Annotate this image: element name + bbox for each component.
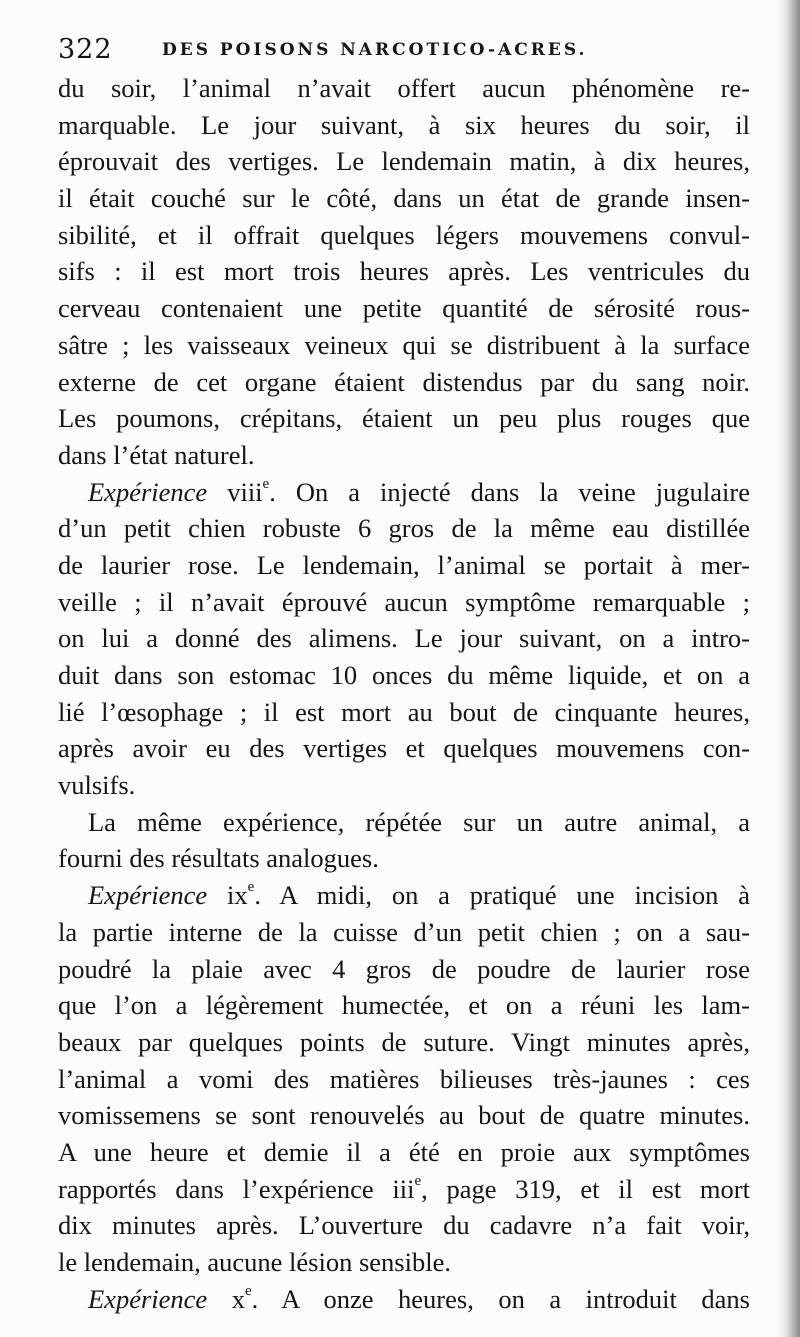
text-line: [58, 1134, 750, 1171]
text-line: [58, 951, 750, 988]
text-line: [58, 474, 750, 511]
text-segment: poudré la plaie avec 4 gros de poudre de laurier rose: [58, 953, 750, 984]
text-line: [58, 327, 750, 364]
text-segment: . A onze heures, on a introduit dans: [251, 1283, 750, 1314]
body-text: [58, 70, 750, 1317]
text-line: [58, 987, 750, 1024]
text-line: [58, 400, 750, 437]
text-line: [58, 364, 750, 401]
page-number: 322: [58, 34, 113, 65]
text-line: [58, 290, 750, 327]
text-segment: x: [207, 1283, 245, 1314]
text-line: [58, 657, 750, 694]
text-segment: . On a injecté dans la veine jugulaire: [269, 476, 750, 507]
text-segment: après avoir eu des vertiges et quelques mouvemens con-: [58, 733, 750, 764]
text-segment: externe de cet organe étaient distendus par du sang noir.: [58, 366, 750, 397]
text-segment: duit dans son estomac 10 onces du même liquide, et on a: [58, 660, 750, 690]
text-line: [58, 70, 750, 107]
text-segment: . A midi, on a pratiqué une incision à: [254, 880, 750, 911]
text-segment: La même expérience, répétée sur un autre animal, a: [88, 806, 750, 837]
text-line: [58, 1024, 750, 1061]
text-line: [58, 1244, 750, 1281]
text-line: [58, 877, 750, 914]
text-segment: A une heure et demie il a été en proie aux symptômes: [58, 1136, 750, 1167]
text-line: [58, 1061, 750, 1098]
ordinal-superscript: e: [414, 1172, 422, 1189]
text-segment: beaux par quelques points de suture. Vingt minutes après,: [58, 1026, 750, 1057]
text-segment: la partie interne de la cuisse d’un petit chien ; on a sau-: [58, 916, 750, 947]
text-line: [58, 180, 750, 217]
text-line: [58, 584, 750, 621]
text-segment: ix: [207, 880, 248, 911]
running-title: DES POISONS NARCOTICO-ACRES.: [162, 40, 588, 60]
text-segment: sibilité, et il offrait quelques légers mouvemens convul-: [58, 219, 750, 250]
text-line: [58, 143, 750, 180]
text-segment: de laurier rose. Le lendemain, l’animal se portait à mer-: [58, 549, 750, 580]
ordinal-superscript: e: [247, 879, 255, 896]
experience-heading: Expérience: [88, 1283, 208, 1314]
text-segment: cerveau contenaient une petite quantité de sérosité rous-: [58, 293, 750, 324]
text-line: [58, 767, 750, 804]
ordinal-superscript: e: [244, 1282, 252, 1299]
text-line: [58, 694, 750, 731]
experience-heading: Expérience: [88, 476, 208, 507]
text-segment: du soir, l’animal n’avait offert aucun phénomène re-: [58, 73, 750, 103]
text-line: [58, 1207, 750, 1244]
text-segment: éprouvait des vertiges. Le lendemain matin, à dix heures,: [58, 146, 750, 177]
text-line: [58, 1097, 750, 1134]
text-line: [58, 547, 750, 584]
text-segment: dans l’état naturel.: [58, 439, 255, 470]
text-segment: dix minutes après. L’ouverture du cadavre n’a fait voir,: [58, 1210, 750, 1241]
page-header: [58, 30, 748, 70]
page-binding-shadow: [778, 0, 800, 1337]
text-segment: on lui a donné des alimens. Le jour suivant, on a intro-: [58, 623, 750, 654]
text-segment: vomissemens se sont renouvelés au bout de quatre minutes.: [58, 1100, 750, 1131]
text-segment: fourni des résultats analogues.: [58, 843, 379, 874]
text-line: [58, 510, 750, 547]
text-segment: veille ; il n’avait éprouvé aucun symptôme remarquable ;: [58, 586, 750, 617]
text-segment: sâtre ; les vaisseaux veineux qui se distribuent à la surface: [58, 329, 750, 360]
text-line: [58, 107, 750, 144]
text-line: [58, 1171, 750, 1208]
text-line: [58, 914, 750, 951]
text-line: [58, 217, 750, 254]
text-segment: lié l’œsophage ; il est mort au bout de cinquante heures,: [58, 696, 750, 727]
text-segment: marquable. Le jour suivant, à six heures du soir, il: [58, 109, 750, 140]
text-segment: l’animal a vomi des matières bilieuses très-jaunes : ces: [58, 1063, 750, 1094]
text-line: [58, 804, 750, 841]
text-line: [58, 840, 750, 877]
ordinal-superscript: e: [262, 475, 270, 492]
text-segment: vulsifs.: [58, 770, 136, 801]
text-segment: le lendemain, aucune lésion sensible.: [58, 1247, 451, 1277]
text-line: [58, 253, 750, 290]
text-segment: que l’on a légèrement humectée, et on a réuni les lam-: [58, 990, 750, 1021]
text-segment: Les poumons, crépitans, étaient un peu plus rouges que: [58, 403, 750, 434]
text-line: [58, 1281, 750, 1318]
experience-heading: Expérience: [88, 880, 208, 911]
text-segment: , page 319, et il est mort: [421, 1173, 750, 1204]
text-line: [58, 437, 750, 474]
text-segment: rapportés dans l’expérience iii: [58, 1173, 415, 1204]
text-segment: d’un petit chien robuste 6 gros de la même eau distillée: [58, 513, 750, 544]
text-segment: sifs : il est mort trois heures après. Les ventricules du: [58, 256, 750, 287]
text-line: [58, 730, 750, 767]
text-segment: il était couché sur le côté, dans un état de grande insen-: [58, 183, 750, 214]
text-segment: viii: [207, 476, 263, 507]
text-line: [58, 620, 750, 657]
